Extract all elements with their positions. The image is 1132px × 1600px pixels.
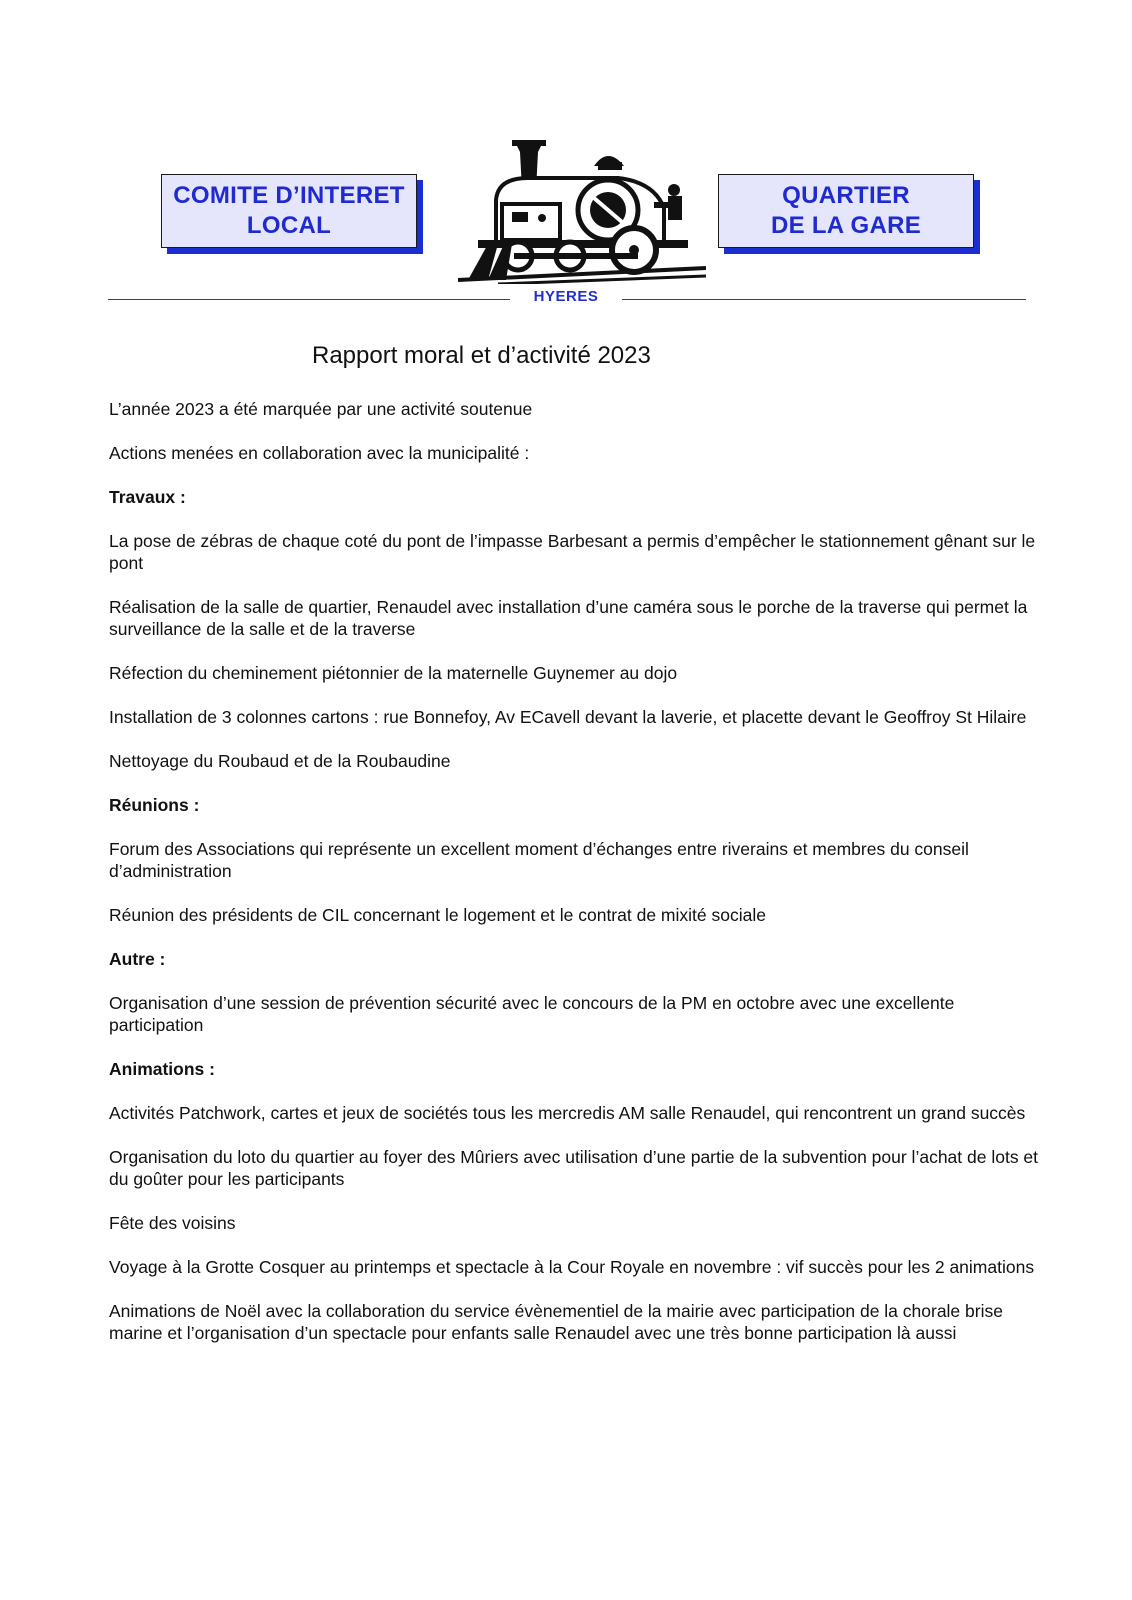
body-paragraph: Organisation d’une session de prévention sécurité avec le concours de la PM en octobre avec une excellente participation — [109, 993, 955, 1035]
body-paragraph: Forum des Associations qui représente un excellent moment d’échanges entre riverains et membres du conseil d’administration — [109, 839, 969, 881]
committee-name-box — [161, 174, 417, 248]
section-heading: Animations : — [109, 1059, 215, 1079]
committee-name: COMITE D’INTERET LOCAL — [173, 182, 405, 239]
district-name-box — [718, 174, 974, 248]
body-paragraph: Voyage à la Grotte Cosquer au printemps et spectacle à la Cour Royale en novembre : vif succès pour les 2 animations — [109, 1257, 1035, 1277]
header-divider-right — [622, 299, 1026, 300]
body-paragraph: L’année 2023 a été marquée par une activité soutenue — [109, 399, 533, 419]
body-paragraph: Animations de Noël avec la collaboration du service évènementiel de la mairie avec participation de la chorale brise marine et l’organisation d’un spectacle pour enfants salle Renaudel avec une très bonne participation là aussi — [109, 1301, 1003, 1343]
body-paragraph: Réfection du cheminement piétonnier de la maternelle Guynemer au dojo — [109, 663, 678, 683]
steam-locomotive-icon — [458, 138, 706, 284]
section-heading: Travaux : — [109, 487, 186, 507]
header-divider-left — [108, 299, 510, 300]
body-paragraph: Installation de 3 colonnes cartons : rue Bonnefoy, Av ECavell devant la laverie, et placette devant le Geoffroy St Hilaire — [109, 707, 1027, 727]
body-paragraph: Activités Patchwork, cartes et jeux de sociétés tous les mercredis AM salle Renaudel, qui rencontrent un grand succès — [109, 1103, 1026, 1123]
body-paragraph: La pose de zébras de chaque coté du pont de l’impasse Barbesant a permis d’empêcher le stationnement gênant sur le pont — [109, 531, 1036, 573]
body-paragraph: Fête des voisins — [109, 1213, 236, 1233]
body-paragraph: Organisation du loto du quartier au foyer des Mûriers avec utilisation d’une partie de la subvention pour l’achat de lots et du goûter pour les participants — [109, 1147, 1039, 1189]
report-body — [109, 398, 1039, 1366]
district-name: QUARTIER DE LA GARE — [770, 182, 922, 239]
section-heading: Réunions : — [109, 795, 200, 815]
report-title: Rapport moral et d’activité 2023 — [312, 342, 651, 369]
section-heading: Autre : — [109, 949, 166, 969]
body-paragraph: Nettoyage du Roubaud et de la Roubaudine — [109, 751, 451, 771]
body-paragraph: Réalisation de la salle de quartier, Renaudel avec installation d’une caméra sous le porche de la traverse qui permet la surveillance de la salle et de la traverse — [109, 597, 1028, 639]
body-paragraph: Réunion des présidents de CIL concernant le logement et le contrat de mixité sociale — [109, 905, 766, 925]
body-paragraph: Actions menées en collaboration avec la municipalité : — [109, 443, 530, 463]
city-label: HYERES — [533, 288, 599, 305]
letterhead — [0, 0, 1132, 320]
